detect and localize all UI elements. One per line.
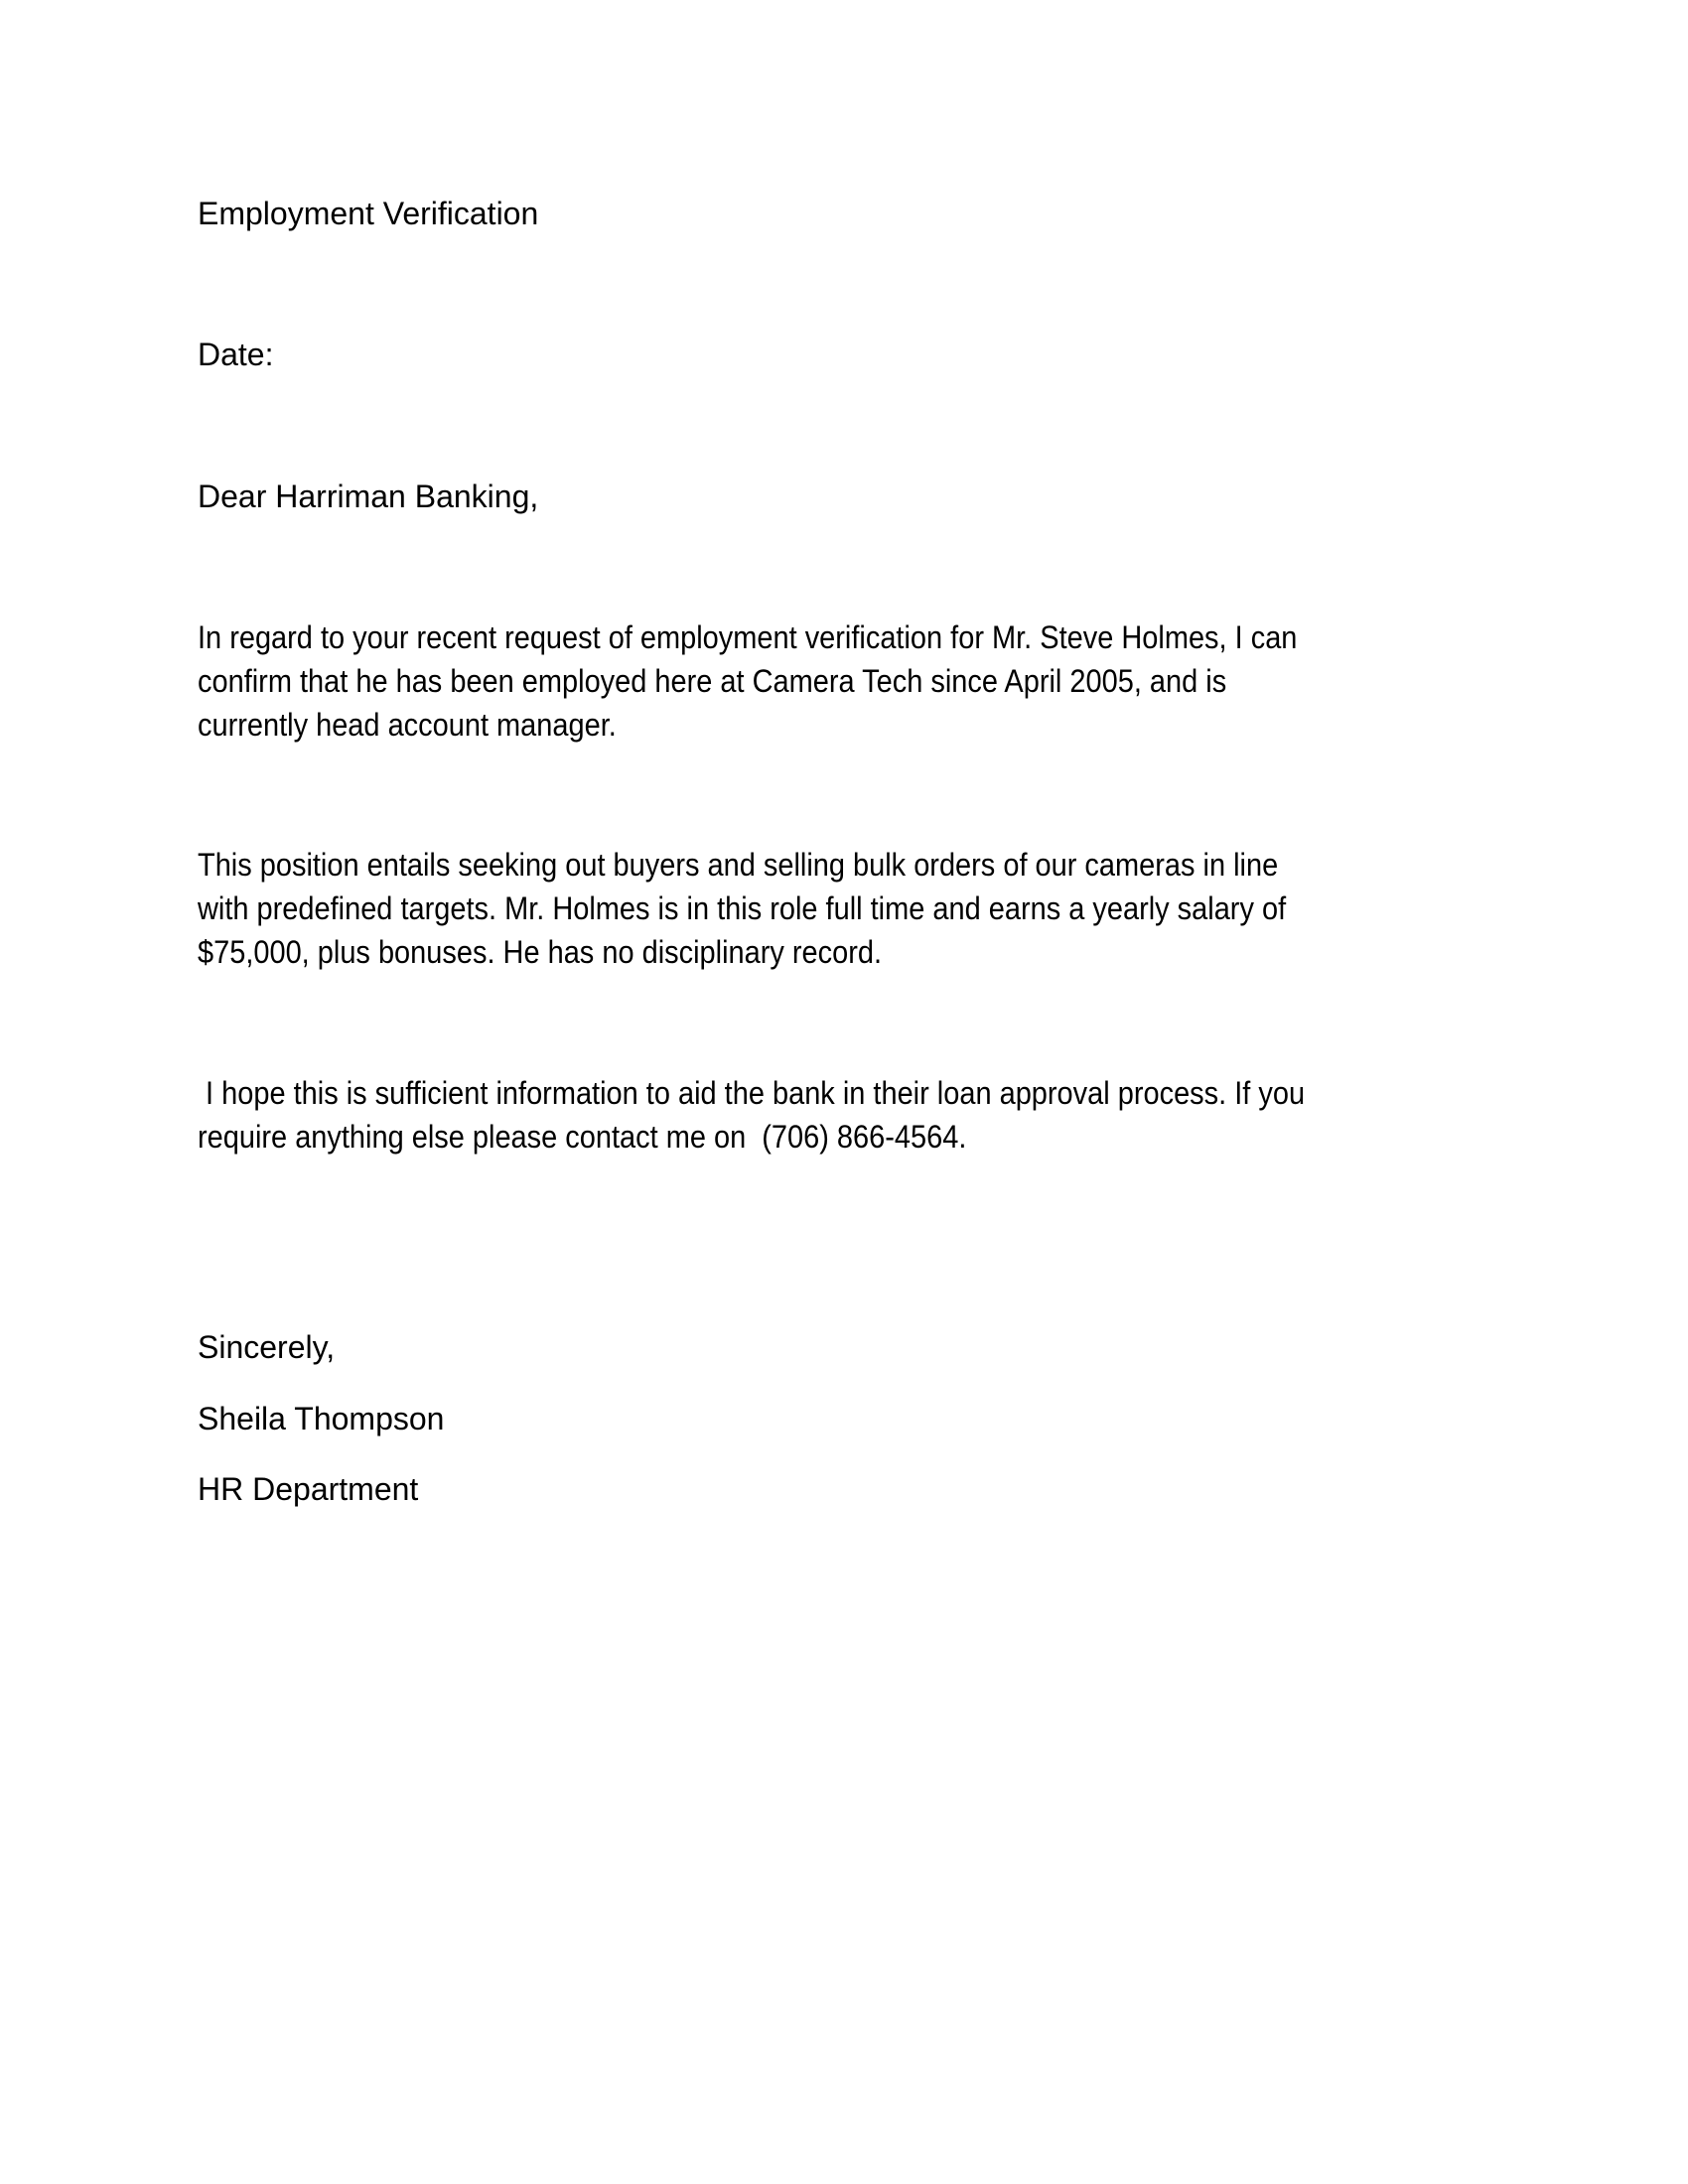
paragraph-line: I hope this is sufficient information to aid the bank in their loan approval process. If you — [198, 1075, 1306, 1111]
paragraph-contact — [198, 1071, 1421, 1159]
paragraph-line: currently head account manager. — [198, 707, 617, 743]
paragraph-line: confirm that he has been employed here at Camera Tech since April 2005, and is — [198, 663, 1227, 699]
paragraph-line: with predefined targets. Mr. Holmes is in this role full time and earns a yearly salary of — [198, 890, 1287, 926]
paragraph-position — [198, 843, 1400, 974]
paragraph-line: In regard to your recent request of employment verification for Mr. Steve Holmes, I can — [198, 619, 1298, 655]
letter-title: Employment Verification — [198, 196, 539, 231]
paragraph-line: This position entails seeking out buyers and selling bulk orders of our cameras in line — [198, 847, 1279, 883]
paragraph-line: require anything else please contact me on (706) 866-4564. — [198, 1119, 967, 1155]
date-label: Date: — [198, 337, 274, 372]
paragraph-line: $75,000, plus bonuses. He has no disciplinary record. — [198, 934, 883, 970]
signer-department: HR Department — [198, 1471, 419, 1507]
closing: Sincerely, — [198, 1329, 336, 1365]
salutation: Dear Harriman Banking, — [198, 478, 539, 514]
signer-name: Sheila Thompson — [198, 1401, 445, 1436]
paragraph-employment — [198, 615, 1413, 747]
